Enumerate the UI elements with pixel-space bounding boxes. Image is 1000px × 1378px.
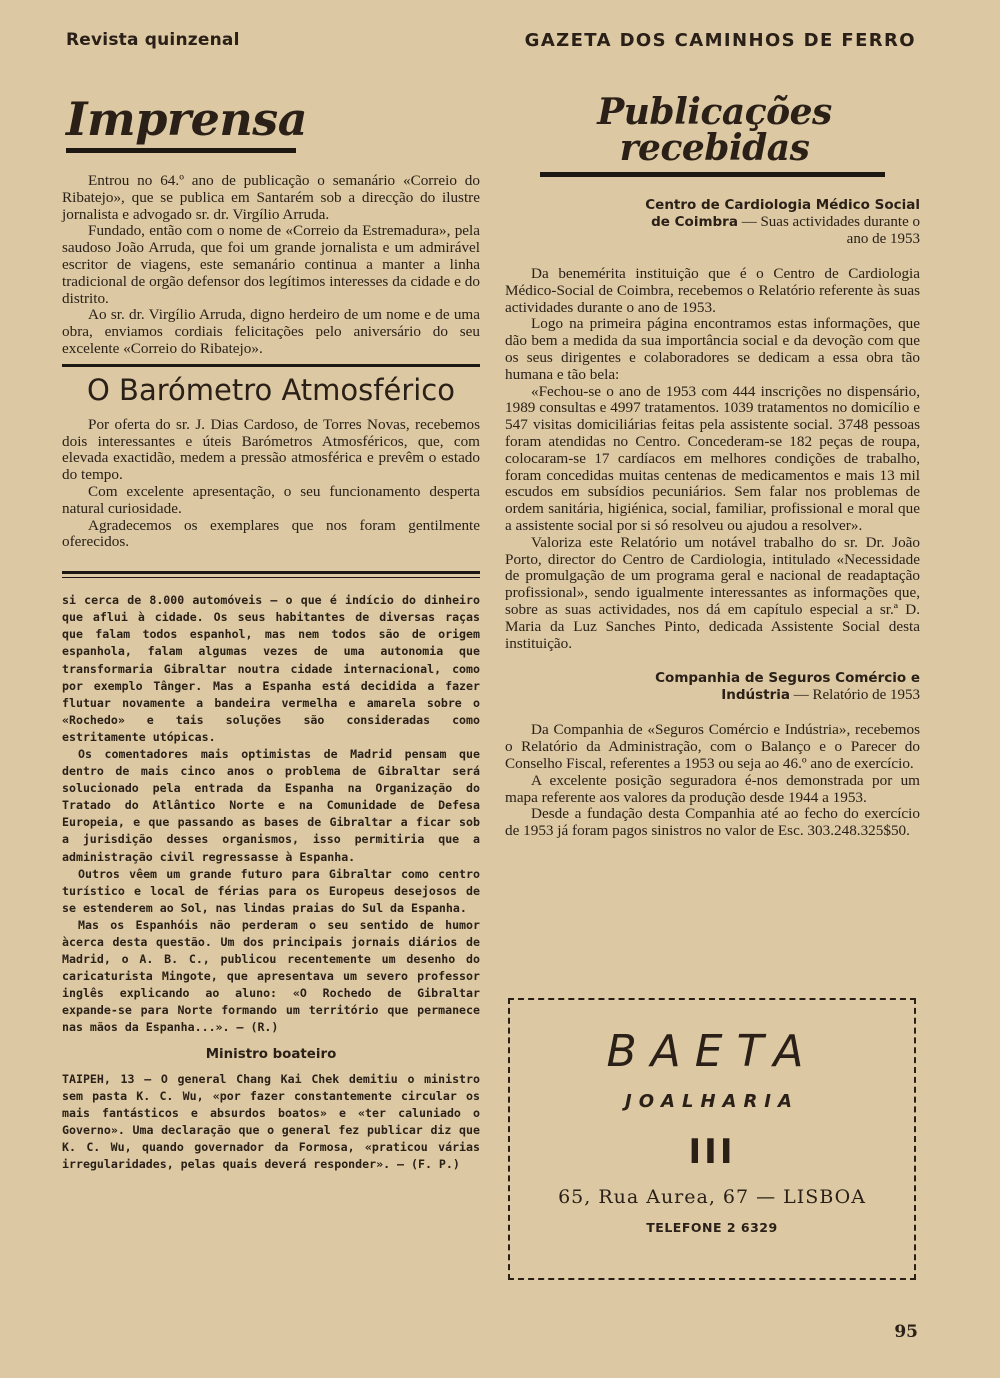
seguros-heading: [505, 670, 920, 704]
paragraph: Agradecemos os exemplares que nos foram gentilmente oferecidos.: [62, 516, 480, 551]
paragraph: A excelente posição seguradora é-nos demonstrada por um mapa referente aos valores da produção desde 1944 a 1953.: [505, 771, 920, 806]
seguros-heading-bold: Companhia de Seguros Comércio e Indústria: [655, 670, 920, 704]
paragraph: TAIPEH, 13 — O general Chang Kai Chek demitiu o ministro sem pasta K. C. Wu, «por fazer constantemente circular os mais fantásticos e absurdos boatos» e «ter caluniado o Governo». Uma declaração que o general fez publicar diz que K. C. Wu, quando governador da Formosa, «praticou várias irregularidades, pelas quais deverá responder». — (F. P.): [62, 1071, 480, 1172]
cardiologia-article: [505, 266, 920, 652]
baeta-advertisement: [508, 998, 916, 1280]
advert-logo: III: [688, 1132, 736, 1172]
page-number: 95: [894, 1322, 918, 1342]
paragraph: Outros vêem um grande futuro para Gibraltar como centro turístico e local de férias para os Europeus desejosos de se estenderem ao Sol, nas lindas praias do Sul da Espanha.: [62, 866, 480, 915]
paragraph: Logo na primeira página encontramos estas informações, que dão bem a medida da sua importância social e da devoção com que os seus dirigentes e colaboradores se dedicam a essa obra tão humana e tão bela:: [505, 315, 920, 383]
paragraph: Ao sr. dr. Virgílio Arruda, digno herdeiro de um nome e de uma obra, enviamos cordiais felicitações pelo aniversário do seu excelente «Correio do Ribatejo».: [62, 306, 480, 357]
gibraltar-article: [62, 592, 480, 1036]
ministro-title: Ministro boateiro: [205, 1046, 337, 1062]
paragraph: Os comentadores mais optimistas de Madrid pensam que dentro de mais cinco anos o problema de Gibraltar será solucionado pela entrada da Espanha na Organização do Tratado do Atlântico Norte e na Comunidade de Defesa Europeia, e que passando as bases de Gibraltar a ficar sob a jurisdição desses organismos, isso permitiria que a administração civil regressasse à Espanha.: [62, 746, 480, 864]
advert-phone: TELEFONE 2 6329: [646, 1220, 778, 1235]
right-column: [505, 80, 920, 840]
imprensa-article: [62, 173, 480, 358]
paragraph: si cerca de 8.000 automóveis — o que é indício do dinheiro que aflui à cidade. Os seus habitantes de diversas raças que falam todos espanhol, mas nem todos são de origem espanhola, falam algumas vezes de uma autonomia que transformaria Gibraltar noutra cidade internacional, como por exemplo Tânger. Mas a Espanha está decidida a fazer flutuar novamente a bandeira vermelha e amarela sobre o «Rochedo» e tais soluções são consideradas como estritamente utópicas.: [62, 593, 480, 744]
header-right: GAZETA DOS CAMINHOS DE FERRO: [524, 30, 916, 51]
paragraph: Com excelente apresentação, o seu funcionamento desperta natural curiosidade.: [62, 482, 480, 517]
paragraph: Valoriza este Relatório um notável trabalho do sr. Dr. João Porto, director do Centro de Cardiologia, intitulado «Necessidade de promulgação de um programa geral e nacional de readaptação profissional», sendo igualmente interessantes as informações que, sobre as suas actividades, nos dá em capítulo especial a sr.ª D. Maria da Luz Sanches Pinto, dedicada Assistente Social desta instituição.: [505, 533, 920, 652]
paragraph: Por oferta do sr. J. Dias Cardoso, de Torres Novas, recebemos dois interessantes e úteis Barómetros Atmosféricos, que, com elevada exactidão, medem a pressão atmosférica e prevêm o estado do tempo.: [62, 415, 480, 484]
paragraph: Fundado, então com o nome de «Correio da Estremadura», pela saudoso João Arruda, que foi um grande jornalista e um admirável escritor de viagens, este semanário continua a manter a linha tradicional de orgão defensor dos legítimos interesses da cidade e do distrito.: [62, 222, 480, 307]
paragraph: Da benemérita instituição que é o Centro de Cardiologia Médico-Social de Coimbra, recebemos o Relatório referente às suas actividades durante o ano de 1953.: [505, 265, 920, 316]
advert-name: BAETA: [606, 1026, 818, 1077]
imprensa-title: Imprensa: [66, 92, 308, 146]
seguros-heading-rest: — Relatório de 1953: [790, 687, 920, 704]
advert-subtitle: JOALHARIA: [625, 1091, 799, 1112]
paragraph: Desde a fundação desta Companhia até ao fecho do exercício de 1953 já foram pagos sinistros no valor de Esc. 303.248.325$50.: [505, 805, 920, 840]
seguros-article: [505, 722, 920, 840]
left-column: [62, 80, 480, 1173]
ministro-article: [62, 1071, 480, 1174]
cardiologia-heading-rest: — Suas actividades durante o ano de 1953: [737, 214, 920, 247]
paragraph: Mas os Espanhóis não perderam o seu sentido de humor àcerca desta questão. Um dos principais jornais diários de Madrid, o A. B. C., publicou recentemente um desenho do caricaturista Mingote, que apresentava um severo professor inglês explicando ao aluno: «O Rochedo de Gibraltar expande-se para Norte formando um território que permanece nas mãos da Espanha...». — (R.): [62, 917, 480, 1035]
section-divider: [62, 571, 480, 574]
paragraph: «Fechou-se o ano de 1953 com 444 inscrições no dispensário, 1989 consultas e 4997 tratamentos. 1039 tratamentos no domicílio e 547 visitas domiciliárias feitas pela assistente social. 3748 pessoas foram atendidas no Centro. Concederam-se 182 peças de roupa, colocaram-se 17 cardíacos em melhores condições de trabalho, foram concedidas muitas centenas de medicamentos e mais 13 mil escudos em subsídios pecuniários. Sem falar nos problemas de ordem sanitária, higiénica, social, familiar, profissional e moral que a assistente social por si só resolveu ou ajudou a resolver».: [505, 382, 920, 534]
paragraph: Da Companhia de «Seguros Comércio e Indústria», recebemos o Relatório da Administração, com o Balanço e o Parecer do Conselho Fiscal, referentes a 1953 ou seja ao 46.º ano de exercício.: [505, 721, 920, 772]
paragraph: Entrou no 64.º ano de publicação o semanário «Correio do Ribatejo», que se publica em Santarém sob a direcção do ilustre jornalista e advogado sr. dr. Virgílio Arruda.: [62, 172, 480, 223]
cardiologia-heading: [505, 197, 920, 248]
barometro-title: O Barómetro Atmosférico: [87, 372, 455, 407]
cardiologia-heading-bold: Centro de Cardiologia Médico Social de Coimbra: [645, 197, 920, 230]
advert-address: 65, Rua Aurea, 67 — LISBOA: [558, 1186, 866, 1208]
publicacoes-title: Publicações recebidas: [597, 91, 832, 169]
barometro-article: [62, 417, 480, 551]
header-left: Revista quinzenal: [66, 30, 240, 50]
section-divider: [62, 364, 480, 367]
